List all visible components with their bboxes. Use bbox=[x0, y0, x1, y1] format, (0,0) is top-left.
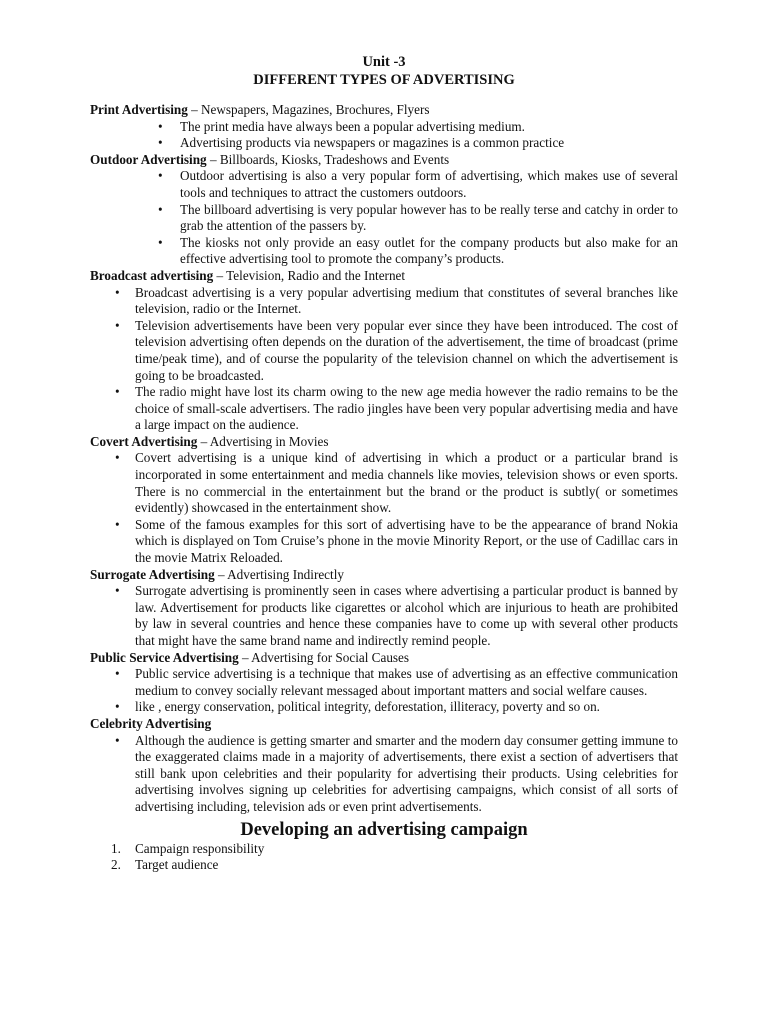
item-number: 1. bbox=[111, 840, 121, 856]
section-subtitle: – Newspapers, Magazines, Brochures, Flyers bbox=[187, 102, 430, 117]
numbered-item bbox=[111, 840, 678, 858]
section-subtitle: – Advertising Indirectly bbox=[214, 566, 344, 582]
section-title: Public Service Advertising bbox=[90, 649, 239, 665]
numbered-item bbox=[111, 857, 678, 874]
section-subtitle: – Advertising for Social Causes bbox=[238, 649, 410, 665]
section-subtitle: – Billboards, Kiosks, Tradeshows and Events bbox=[206, 151, 450, 167]
list-item: • Although the audience is getting smarter and smarter and the modern day consumer getting immune to the exaggerated claims made in a majority of advertisements, there exist a section of advertisers that still bank upon celebrities and their popularity for advertising their products. Using celebrities for advertising involves signing up celebrities for advertising campaigns, which consist of all sorts of advertising including, television ads or even print advertisements. bbox=[135, 733, 678, 816]
list-item: • Some of the famous examples for this sort of advertising have to be the appearance of brand Nokia which is displayed on Tom Cruise’s phone in the movie Minority Report, or the use of Cadillac cars in the movie Matrix Reloaded. bbox=[135, 517, 678, 567]
bullet-list-surrogate bbox=[90, 583, 678, 649]
list-item: • The kiosks not only provide an easy outlet for the company products but also make for an effective advertising tool to promote the company’s products. bbox=[180, 235, 678, 268]
section-title: Celebrity Advertising bbox=[90, 715, 212, 731]
section-title: Covert Advertising bbox=[90, 433, 198, 449]
section-heading-celebrity bbox=[90, 716, 678, 733]
item-number: 2. bbox=[111, 857, 121, 873]
document-title: DIFFERENT TYPES OF ADVERTISING bbox=[253, 72, 515, 88]
item-text: Target audience bbox=[135, 857, 219, 873]
section-heading-broadcast bbox=[90, 268, 678, 285]
unit-label: Unit -3 bbox=[362, 54, 406, 70]
list-item: • like , energy conservation, political integrity, deforestation, illiteracy, poverty and so on. bbox=[135, 699, 678, 716]
section-title: Surrogate Advertising bbox=[90, 566, 215, 582]
bullet-list-covert bbox=[90, 450, 678, 566]
list-item: • The radio might have lost its charm owing to the new age media however the radio remains to be the choice of small-scale advertisers. The radio jingles have been very popular advertising media and have a large impact on the audience. bbox=[135, 384, 678, 434]
section-subtitle: – Advertising in Movies bbox=[197, 433, 329, 449]
campaign-list bbox=[90, 841, 678, 874]
section-heading-outdoor bbox=[90, 152, 678, 169]
bullet-list-public-service bbox=[90, 666, 678, 716]
section-title: Print Advertising bbox=[90, 102, 188, 117]
item-text: Campaign responsibility bbox=[135, 840, 265, 856]
campaign-heading: Developing an advertising campaign bbox=[240, 819, 528, 840]
section-title: Broadcast advertising bbox=[90, 267, 214, 283]
list-item: • Broadcast advertising is a very popular advertising medium that constitutes of several branches like television, radio or the Internet. bbox=[135, 285, 678, 318]
list-item: • Advertising products via newspapers or magazines is a common practice bbox=[180, 135, 678, 152]
bullet-list-celebrity bbox=[90, 733, 678, 816]
list-item: • The print media have always been a popular advertising medium. bbox=[180, 119, 678, 136]
section-subtitle: – Television, Radio and the Internet bbox=[213, 267, 406, 283]
section-title: Outdoor Advertising bbox=[90, 151, 207, 167]
list-item: • Public service advertising is a technique that makes use of advertising as an effective communication medium to convey socially relevant messaged about important matters and social welfare causes. bbox=[135, 666, 678, 699]
list-item: • Covert advertising is a unique kind of advertising in which a product or a particular brand is incorporated in some entertainment and media channels like movies, television shows or even sports. There is no commercial in the entertainment but the brand or the product is subtly( or sometimes evidently) showcased in the entertainment show. bbox=[135, 450, 678, 516]
list-item: • The billboard advertising is very popular however has to be really terse and catchy in order to grab the attention of the passers by. bbox=[180, 202, 678, 235]
list-item: • Surrogate advertising is prominently seen in cases where advertising a particular product is banned by law. Advertisement for products like cigarettes or alcohol which are injurious to heath are prohibited by law in several countries and hence these companies have to come up with several other products that might have the same brand name and indirectly remind people. bbox=[135, 583, 678, 649]
bullet-list-print bbox=[90, 119, 678, 152]
list-item: • Television advertisements have been very popular ever since they have been introduced. The cost of television advertising often depends on the duration of the advertisement, the time of broadcast (prime time/peak time), and of course the popularity of the television channel on which the advertisement is going to be broadcasted. bbox=[135, 318, 678, 384]
bullet-list-outdoor bbox=[90, 168, 678, 268]
section-heading-print bbox=[90, 102, 678, 119]
section-heading-covert bbox=[90, 434, 678, 451]
section-heading-public-service bbox=[90, 650, 678, 667]
section-heading-surrogate bbox=[90, 567, 678, 584]
list-item: • Outdoor advertising is also a very popular form of advertising, which makes use of several tools and techniques to attract the customers outdoors. bbox=[180, 168, 678, 201]
bullet-list-broadcast bbox=[90, 285, 678, 434]
document-page bbox=[90, 53, 678, 874]
